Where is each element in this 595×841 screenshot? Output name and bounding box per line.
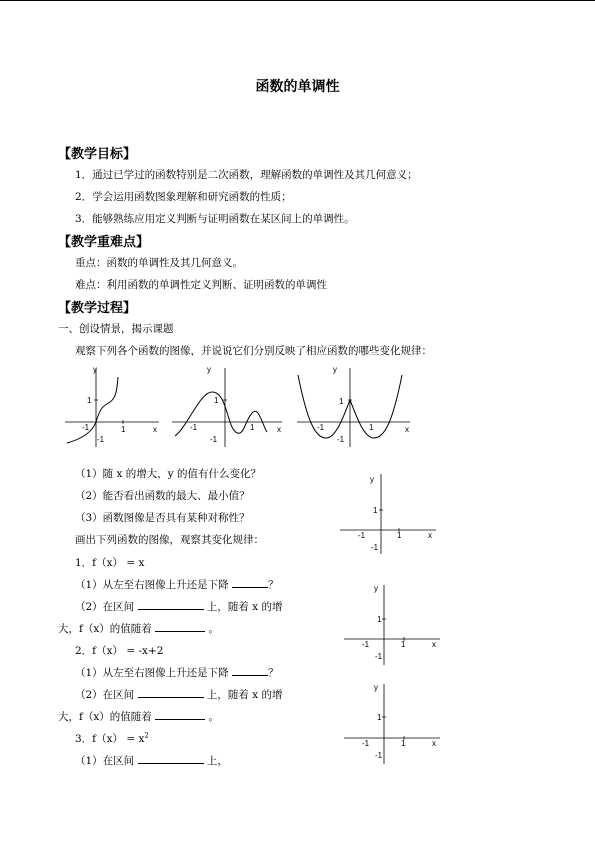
- graph3-tick-1x: 1: [369, 423, 374, 432]
- axes1-y-label: y: [370, 475, 374, 484]
- axes3-y-label: y: [374, 683, 378, 692]
- f2-question-2-cont: [58, 709, 219, 724]
- axes3-x-label: x: [432, 739, 436, 748]
- f3-label-text: 3．f（x） = x: [75, 733, 145, 745]
- f1-q1-end: ？: [268, 579, 279, 591]
- difficulty-text: 难点：利用函数的单调性定义判断、证明函数的单调性: [75, 279, 327, 291]
- example-graph-3: [295, 362, 417, 450]
- axes2-x-label: x: [432, 640, 436, 649]
- f1-question-1: [75, 577, 279, 592]
- graph1-tick-neg1y: -1: [97, 435, 105, 444]
- blank-axes-1: [338, 470, 438, 558]
- axes1-tick-1y: 1: [373, 506, 378, 515]
- intro-text: 观察下列各个函数的图像，并说说它们分别反映了相应函数的哪些变化规律：: [75, 345, 432, 357]
- graph2-tick-1y: 1: [214, 396, 219, 405]
- f1-q2-trend-blank[interactable]: [155, 622, 205, 632]
- process-heading: 【教学过程】: [58, 301, 137, 316]
- blank-axes-2: [342, 583, 442, 671]
- axes3-tick-neg1y: -1: [375, 751, 383, 760]
- axes2-y-label: y: [374, 584, 378, 593]
- f3-label: [75, 731, 149, 746]
- graph2-tick-neg1y: -1: [210, 435, 218, 444]
- graph3-tick-1y: 1: [339, 397, 344, 406]
- graph3-y-label: y: [333, 365, 337, 374]
- f2-question-2: [75, 687, 282, 702]
- goal-item-1: 1．通过已学过的函数特别是二次函数，理解函数的单调性及其几何意义；: [75, 169, 418, 181]
- f2-question-1: [75, 665, 279, 680]
- graph1-tick-1y: 1: [87, 396, 92, 405]
- f2-label: 2．f（x） = -x+2: [75, 645, 164, 657]
- f1-q2-text: （2）在区间: [75, 601, 135, 613]
- page-title: 函数的单调性: [255, 79, 340, 95]
- axes3-tick-neg1x: -1: [362, 739, 370, 748]
- f2-q2-end: 。: [208, 711, 219, 723]
- key-points-heading: 【教学重难点】: [58, 235, 150, 250]
- axes2-tick-1x: 1: [401, 640, 406, 649]
- f2-q2-interval-blank[interactable]: [138, 688, 204, 698]
- top-border-line: [0, 0, 595, 1]
- graph2-tick-1x: 1: [250, 423, 255, 432]
- f1-q2-end: 。: [208, 623, 219, 635]
- goal-item-2: 2．学会运用函数图象理解和研究函数的性质；: [75, 191, 292, 203]
- graph2-y-label: y: [207, 365, 211, 374]
- graph3-tick-neg1y: -1: [337, 435, 345, 444]
- f3-q1-text: （1）在区间: [75, 755, 135, 767]
- f2-q2-text-b: 上，随着 x 的增: [206, 689, 283, 701]
- f2-q2-text-c: 大，f（x）的值随着: [58, 711, 152, 723]
- f1-q1-blank[interactable]: [232, 578, 268, 588]
- f2-q1-end: ？: [268, 667, 279, 679]
- graph1-y-label: y: [93, 365, 97, 374]
- f3-label-exponent: 2: [144, 731, 149, 740]
- part1-heading: 一、创设情景，揭示课题: [58, 323, 174, 335]
- example-graph-2: [170, 362, 288, 450]
- f1-q2-text-c: 大，f（x）的值随着: [58, 623, 152, 635]
- graph3-x-label: x: [405, 425, 409, 434]
- axes2-tick-neg1y: -1: [375, 652, 383, 661]
- f1-q2-text-b: 上，随着 x 的增: [206, 601, 283, 613]
- graph2-tick-neg1x: -1: [190, 423, 198, 432]
- axes2-tick-1y: 1: [377, 615, 382, 624]
- f1-q1-text: （1）从左至右图像上升还是下降: [75, 579, 229, 591]
- graph1-tick-1x: 1: [121, 425, 126, 434]
- axes1-x-label: x: [428, 531, 432, 540]
- f3-q1-interval-blank[interactable]: [138, 754, 204, 764]
- f1-label: 1．f（x） = x: [75, 557, 145, 569]
- f3-question-1: [75, 753, 228, 768]
- f2-q1-blank[interactable]: [232, 666, 268, 676]
- key-point-text: 重点：函数的单调性及其几何意义。: [75, 257, 243, 269]
- f2-q2-trend-blank[interactable]: [155, 710, 205, 720]
- axes1-tick-neg1y: -1: [371, 543, 379, 552]
- f2-q2-text: （2）在区间: [75, 689, 135, 701]
- graph1-tick-neg1x: -1: [82, 423, 90, 432]
- example-graph-1: [63, 362, 163, 450]
- f2-q1-text: （1）从左至右图像上升还是下降: [75, 667, 229, 679]
- f3-q1-end: 上，: [206, 755, 228, 767]
- graph2-x-label: x: [277, 425, 281, 434]
- f1-question-2: [75, 599, 282, 614]
- f1-q2-interval-blank[interactable]: [138, 600, 204, 610]
- f1-question-2-cont: [58, 621, 219, 636]
- question-2: （2）能否看出函数的最大、最小值？: [75, 490, 250, 502]
- axes1-tick-neg1x: -1: [358, 531, 366, 540]
- goals-heading: 【教学目标】: [58, 147, 137, 162]
- axes3-tick-1y: 1: [377, 713, 382, 722]
- axes2-tick-neg1x: -1: [362, 640, 370, 649]
- goal-item-3: 3．能够熟练应用定义判断与证明函数在某区间上的单调性。: [75, 213, 355, 225]
- question-1: （1）随 x 的增大，y 的值有什么变化？: [75, 468, 262, 480]
- question-3: （3）函数图像是否具有某种对称性？: [75, 512, 250, 524]
- graph3-tick-neg1x: -1: [317, 423, 325, 432]
- draw-intro: 画出下列函数的图像，观察其变化规律：: [75, 534, 264, 546]
- graph1-x-label: x: [153, 425, 157, 434]
- axes3-tick-1x: 1: [401, 739, 406, 748]
- blank-axes-3: [342, 680, 442, 768]
- axes1-tick-1x: 1: [397, 531, 402, 540]
